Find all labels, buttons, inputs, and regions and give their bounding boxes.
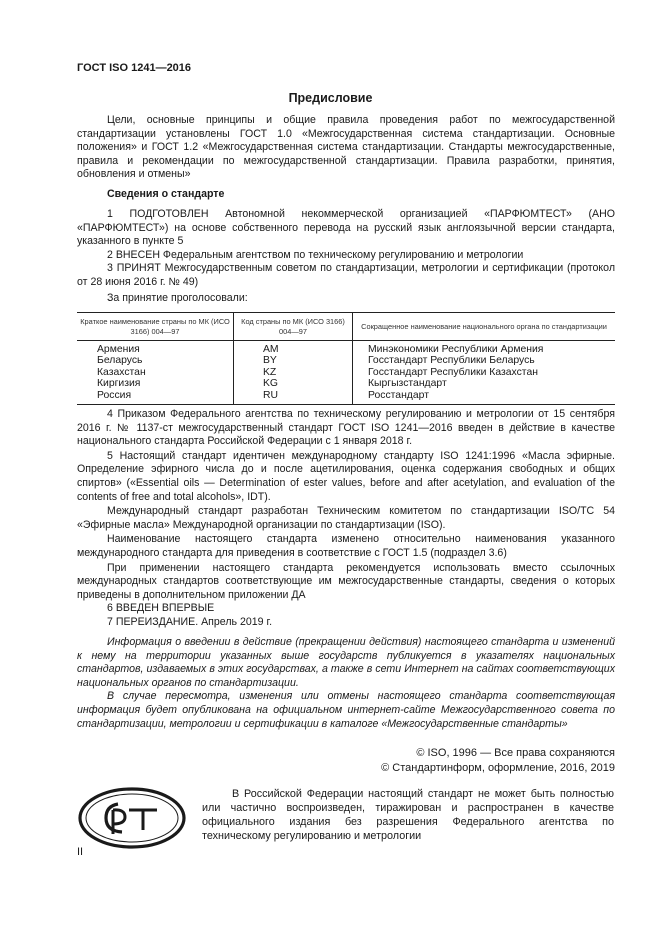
cell-body: Росстандарт (353, 390, 616, 405)
table-row (77, 390, 615, 405)
cell-code: RU (234, 390, 353, 405)
cell-country: Россия (77, 390, 234, 405)
column-header-country: Краткое наименование страны по МК (ИСО 3166) 004—97 (77, 313, 234, 341)
page-number: II (77, 846, 84, 858)
cell-code: AM (234, 341, 353, 356)
cell-country: Армения (77, 341, 234, 356)
table-row (77, 341, 615, 356)
voted-label: За принятие проголосовали: (107, 292, 248, 304)
legal-notice (202, 787, 614, 843)
cell-country: Казахстан (77, 367, 234, 378)
column-header-code: Код страны по МК (ИСО 3166) 004—97 (234, 313, 353, 341)
cell-body: Госстандарт Республики Казахстан (368, 366, 538, 378)
items-block-top (77, 208, 615, 290)
item-1: 1 ПОДГОТОВЛЕН Автономной некоммерческой организацией «ПАРФЮМТЕСТ» (АНО «ПАРФЮМТЕСТ») на основе собственного перевода на русский язык англоязычной версии стандарта, указанного в пункте 5 (77, 208, 615, 248)
voted-block (77, 292, 615, 306)
table-header-row (77, 313, 615, 341)
cell-body: Кыргызстандарт (368, 378, 447, 390)
column-header-body: Сокращенное наименование национального органа по стандартизации (353, 313, 616, 341)
item-6: 6 ВВЕДЕН ВПЕРВЫЕ (107, 602, 215, 615)
copyright-standartinform: © Стандартинформ, оформление, 2016, 2019 (381, 761, 615, 774)
paragraph-intl-standard: Международный стандарт разработан Техническим комитетом по стандартизации ISO/TC 54 «Эфирные масла» Международной организации по стандартизации (ISO). (77, 505, 615, 531)
info-heading: Сведения о стандарте (107, 188, 225, 200)
intro-paragraph: Цели, основные принципы и общие правила проведения работ по межгосударственной стандартизации установлены ГОСТ 1.0 «Межгосударственная система стандартизации. Основные положения» и ГОСТ 1.2 «Межгосударственная система стандартизации. Стандарты межгосударственные, правила и рекомендации по межгосударственной стандартизации. Правила разработки, принятия, обновления и отмены» (77, 114, 615, 181)
cell-country: Киргизия (77, 378, 234, 389)
copyright-iso: © ISO, 1996 — Все права сохраняются (416, 747, 615, 759)
legal-paragraph: В Российской Федерации настоящий стандарт не может быть полностью или частично воспроизведен, тиражирован и распространен в качестве официального издания без разрешения Федерального агентства по техническому регулированию и метрологии (202, 788, 614, 842)
cell-code: BY (234, 355, 353, 366)
table-row (77, 367, 615, 378)
rst-logo-icon (77, 786, 187, 850)
item-4: 4 Приказом Федерального агентства по техническому регулированию и метрологии от 15 сентября 2016 г. № 1137-ст межгосударственный стандарт ГОСТ ISO 1241—2016 введен в действие в качестве национального стандарта Российской Федерации с 1 января 2018 г. (77, 408, 615, 448)
cell-body: Минэкономики Республики Армения (368, 344, 544, 355)
rst-logo-text: РСТ (128, 820, 136, 825)
table-row (77, 355, 615, 366)
cell-code: KZ (234, 367, 353, 378)
intro-block (77, 114, 615, 182)
paragraph-name-change: Наименование настоящего стандарта изменено относительно наименования указанного международного стандарта для приведения в соответствие с ГОСТ 1.5 (подраздел 3.6) (77, 533, 615, 559)
voting-table (77, 312, 615, 405)
document-id-header: ГОСТ ISO 1241—2016 (77, 62, 192, 74)
item-2: 2 ВНЕСЕН Федеральным агентством по техническому регулированию и метрологии (107, 248, 524, 261)
copyright-block (381, 746, 615, 775)
page-title: Предисловие (288, 91, 373, 105)
items-block-bottom (77, 408, 615, 630)
cell-code: KG (234, 378, 353, 389)
info-heading-block (77, 188, 615, 202)
item-3: 3 ПРИНЯТ Межгосударственным советом по стандартизации, метрологии и сертификации (протокол от 28 июня 2016 г. № 49) (77, 262, 615, 288)
item-7: 7 ПЕРЕИЗДАНИЕ. Апрель 2019 г. (107, 615, 273, 628)
cell-country: Беларусь (77, 355, 234, 366)
notice-paragraph-2: В случае пересмотра, изменения или отмены настоящего стандарта соответствующая информация будет опубликована на официальном интернет-сайте Межгосударственного совета по стандартизации, метрологии и сертификации в каталоге «Межгосударственные стандарты» (77, 690, 615, 730)
publication-notice (77, 636, 615, 731)
item-5: 5 Настоящий стандарт идентичен международному стандарту ISO 1241:1996 «Масла эфирные. Определение эфирного числа до и после ацетилирования, оценка содержания свободных и общих спиртов» («Essential oils — Determination of ester values, before and after acetylation, and evaluation of the contents of free and total alcohols», IDT). (77, 449, 615, 503)
cell-body: Госстандарт Республики Беларусь (368, 355, 535, 367)
paragraph-references: При применении настоящего стандарта рекомендуется использовать вместо ссылочных международных стандартов соответствующие им межгосударственные стандарты, сведения о которых приведены в дополнительном приложении ДА (77, 561, 615, 601)
table-row (77, 378, 615, 389)
notice-paragraph-1: Информация о введении в действие (прекращении действия) настоящего стандарта и изменений к нему на территории указанных выше государств публикуется в указателях национальных стандартов, издаваемых в этих государствах, а также в сети Интернет на сайтах соответствующих национальных органов по стандартизации. (77, 636, 615, 689)
